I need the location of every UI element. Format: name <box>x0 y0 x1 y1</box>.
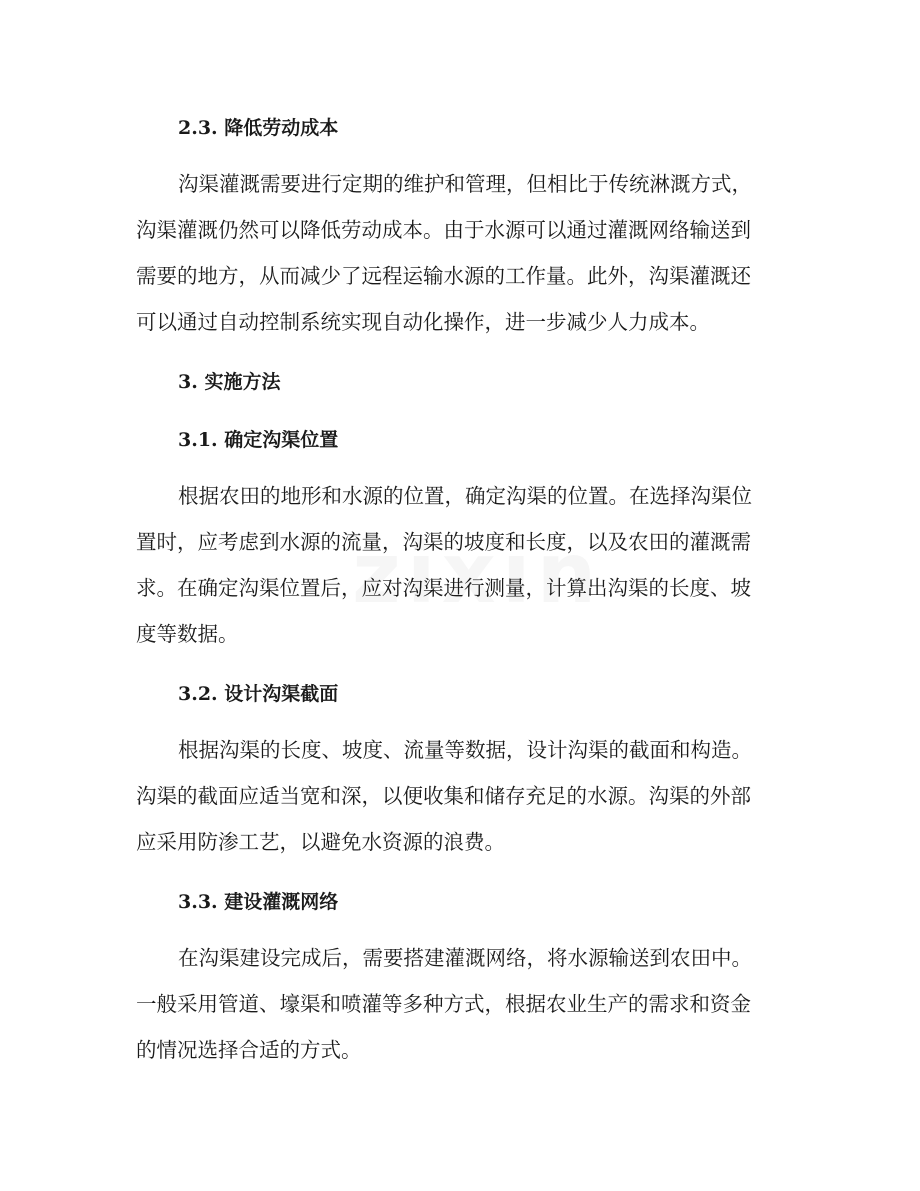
paragraph-line: 沟渠灌溉仍然可以降低劳动成本。由于水源可以通过灌溉网络输送到 <box>136 218 751 242</box>
section-heading-3-1: 3.1. 确定沟渠位置 <box>178 429 339 451</box>
section-heading-2-3: 2.3. 降低劳动成本 <box>178 117 339 139</box>
paragraph-line: 度等数据。 <box>136 622 239 646</box>
paragraph-line: 沟渠的截面应适当宽和深，以便收集和储存充足的水源。沟渠的外部 <box>136 784 751 808</box>
paragraph-line: 求。在确定沟渠位置后，应对沟渠进行测量，计算出沟渠的长度、坡 <box>136 576 751 600</box>
paragraph-line: 置时，应考虑到水源的流量，沟渠的坡度和长度，以及农田的灌溉需 <box>136 530 751 554</box>
paragraph-line: 可以通过自动控制系统实现自动化操作，进一步减少人力成本。 <box>136 310 710 334</box>
paragraph-line: 沟渠灌溉需要进行定期的维护和管理，但相比于传统淋溉方式， <box>178 172 752 196</box>
paragraph-line: 根据农田的地形和水源的位置，确定沟渠的位置。在选择沟渠位 <box>178 484 752 508</box>
paragraph-line: 应采用防渗工艺，以避免水资源的浪费。 <box>136 830 505 854</box>
paragraph-line: 的情况选择合适的方式。 <box>136 1038 362 1062</box>
paragraph-line: 需要的地方，从而减少了远程运输水源的工作量。此外，沟渠灌溉还 <box>136 264 751 288</box>
section-heading-3-3: 3.3. 建设灌溉网络 <box>178 891 339 913</box>
section-heading-3-2: 3.2. 设计沟渠截面 <box>178 683 339 705</box>
section-heading-3: 3. 实施方法 <box>178 371 281 393</box>
paragraph-line: 根据沟渠的长度、坡度、流量等数据，设计沟渠的截面和构造。 <box>178 738 752 762</box>
paragraph-line: 一般采用管道、壕渠和喷灌等多种方式，根据农业生产的需求和资金 <box>136 992 751 1016</box>
paragraph-line: 在沟渠建设完成后，需要搭建灌溉网络，将水源输送到农田中。 <box>178 946 752 970</box>
